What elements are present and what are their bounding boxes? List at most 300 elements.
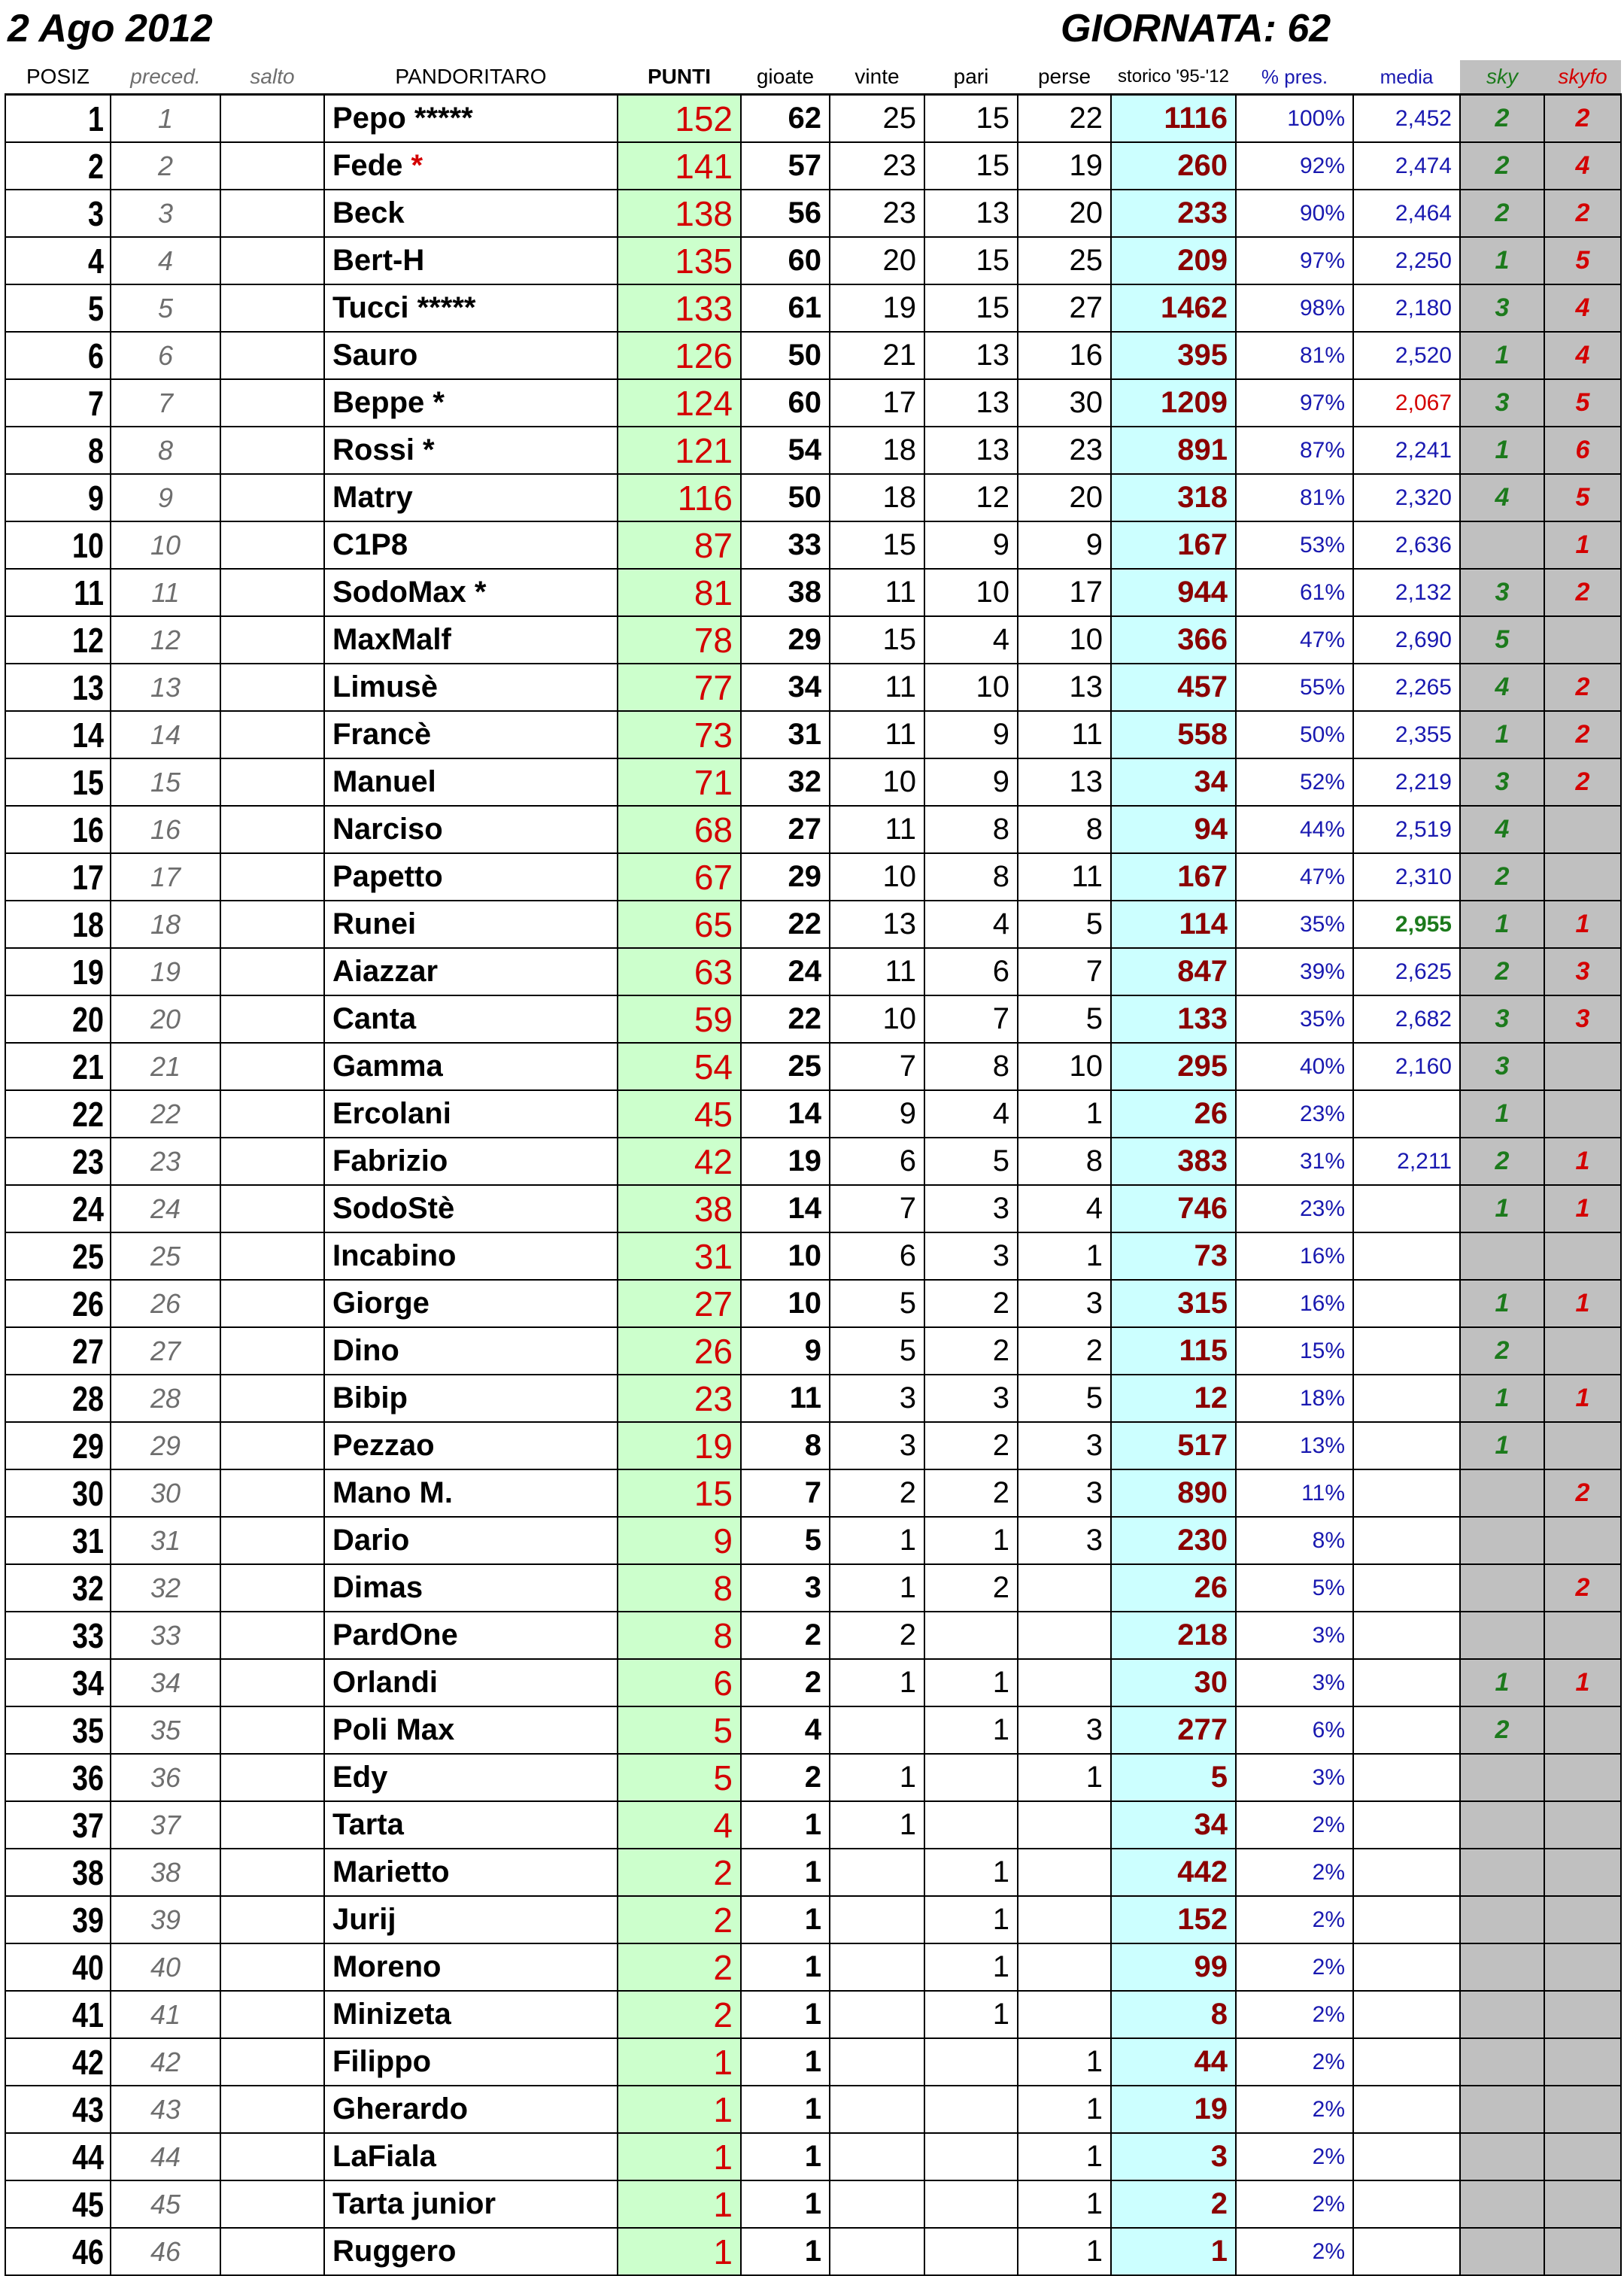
points-cell: 54 xyxy=(618,1043,741,1090)
previous-position-cell: 19 xyxy=(111,948,220,995)
skyfo-cell xyxy=(1544,1422,1621,1469)
average-cell: 2,241 xyxy=(1353,427,1460,474)
jump-cell xyxy=(220,1991,324,2038)
previous-position-cell: 16 xyxy=(111,806,220,853)
history-cell: 295 xyxy=(1111,1043,1236,1090)
average-cell: 2,180 xyxy=(1353,284,1460,332)
history-cell: 34 xyxy=(1111,758,1236,806)
table-row xyxy=(5,2086,1621,2133)
points-cell: 9 xyxy=(618,1517,741,1564)
column-header-position: POSIZ xyxy=(5,60,111,95)
table-row xyxy=(5,758,1621,806)
jump-cell xyxy=(220,853,324,901)
player-name: Runei xyxy=(332,907,417,940)
history-cell: 218 xyxy=(1111,1612,1236,1659)
position-cell: 32 xyxy=(24,1564,111,1612)
table-row xyxy=(5,664,1621,711)
won-cell: 18 xyxy=(830,474,924,521)
drawn-cell xyxy=(924,1612,1018,1659)
presence-cell: 81% xyxy=(1236,332,1353,379)
jump-cell xyxy=(220,1090,324,1138)
table-row xyxy=(5,1517,1621,1564)
skyfo-cell xyxy=(1544,2228,1621,2275)
sky-cell: 1 xyxy=(1460,427,1544,474)
player-name: Francè xyxy=(332,718,432,751)
lost-cell: 1 xyxy=(1018,1754,1111,1801)
skyfo-cell xyxy=(1544,1754,1621,1801)
previous-position-cell: 9 xyxy=(111,474,220,521)
lost-cell: 1 xyxy=(1018,2228,1111,2275)
presence-cell: 44% xyxy=(1236,806,1353,853)
table-row xyxy=(5,806,1621,853)
history-cell: 366 xyxy=(1111,616,1236,664)
table-row xyxy=(5,1564,1621,1612)
player-name-cell xyxy=(324,332,618,379)
position-cell: 15 xyxy=(24,758,111,806)
history-cell: 891 xyxy=(1111,427,1236,474)
history-cell: 260 xyxy=(1111,142,1236,190)
played-cell: 54 xyxy=(741,427,830,474)
previous-position-cell: 26 xyxy=(111,1280,220,1327)
points-cell: 15 xyxy=(618,1469,741,1517)
average-cell xyxy=(1353,1232,1460,1280)
presence-cell: 52% xyxy=(1236,758,1353,806)
played-cell: 14 xyxy=(741,1090,830,1138)
lost-cell: 13 xyxy=(1018,758,1111,806)
lost-cell: 22 xyxy=(1018,95,1111,143)
average-cell: 2,320 xyxy=(1353,474,1460,521)
position-cell: 14 xyxy=(24,711,111,758)
jump-cell xyxy=(220,427,324,474)
player-name-cell xyxy=(324,521,618,569)
player-name-cell xyxy=(324,2133,618,2180)
won-cell xyxy=(830,1943,924,1991)
previous-position-cell: 14 xyxy=(111,711,220,758)
played-cell: 22 xyxy=(741,995,830,1043)
history-cell: 44 xyxy=(1111,2038,1236,2086)
average-cell xyxy=(1353,1469,1460,1517)
presence-cell: 11% xyxy=(1236,1469,1353,1517)
player-name: MaxMalf xyxy=(332,623,451,656)
presence-cell: 18% xyxy=(1236,1375,1353,1422)
presence-cell: 2% xyxy=(1236,1991,1353,2038)
skyfo-cell: 2 xyxy=(1544,711,1621,758)
played-cell: 14 xyxy=(741,1185,830,1232)
jump-cell xyxy=(220,758,324,806)
skyfo-cell: 4 xyxy=(1544,332,1621,379)
player-name: Papetto xyxy=(332,860,443,893)
drawn-cell xyxy=(924,2086,1018,2133)
previous-position-cell: 42 xyxy=(111,2038,220,2086)
jump-cell xyxy=(220,1138,324,1185)
column-header-average: media xyxy=(1353,60,1460,95)
history-cell: 890 xyxy=(1111,1469,1236,1517)
position-cell: 34 xyxy=(24,1659,111,1706)
table-row xyxy=(5,2133,1621,2180)
player-name-cell xyxy=(324,1375,618,1422)
lost-cell: 1 xyxy=(1018,2086,1111,2133)
sky-cell: 3 xyxy=(1460,758,1544,806)
jump-cell xyxy=(220,664,324,711)
history-cell: 26 xyxy=(1111,1564,1236,1612)
player-name: Poli Max xyxy=(332,1713,455,1746)
lost-cell: 10 xyxy=(1018,616,1111,664)
position-cell: 29 xyxy=(24,1422,111,1469)
player-name: Tarta junior xyxy=(332,2187,496,2220)
drawn-cell: 2 xyxy=(924,1422,1018,1469)
previous-position-cell: 31 xyxy=(111,1517,220,1564)
skyfo-cell xyxy=(1544,1517,1621,1564)
position-cell: 38 xyxy=(24,1849,111,1896)
position-cell: 19 xyxy=(24,948,111,995)
history-cell: 944 xyxy=(1111,569,1236,616)
previous-position-cell: 20 xyxy=(111,995,220,1043)
player-name-cell xyxy=(324,995,618,1043)
position-cell: 40 xyxy=(24,1943,111,1991)
table-row xyxy=(5,379,1621,427)
position-cell: 1 xyxy=(24,95,111,143)
table-row xyxy=(5,1801,1621,1849)
won-cell: 11 xyxy=(830,806,924,853)
drawn-cell: 13 xyxy=(924,332,1018,379)
jump-cell xyxy=(220,1706,324,1754)
player-name-cell xyxy=(324,1185,618,1232)
skyfo-cell xyxy=(1544,1896,1621,1943)
table-row xyxy=(5,190,1621,237)
presence-cell: 6% xyxy=(1236,1706,1353,1754)
drawn-cell: 4 xyxy=(924,616,1018,664)
sky-cell: 1 xyxy=(1460,1659,1544,1706)
average-cell xyxy=(1353,1090,1460,1138)
played-cell: 38 xyxy=(741,569,830,616)
presence-cell: 39% xyxy=(1236,948,1353,995)
history-cell: 1209 xyxy=(1111,379,1236,427)
skyfo-cell xyxy=(1544,853,1621,901)
presence-cell: 97% xyxy=(1236,379,1353,427)
player-name: Incabino xyxy=(332,1239,457,1272)
lost-cell: 3 xyxy=(1018,1280,1111,1327)
presence-cell: 35% xyxy=(1236,995,1353,1043)
lost-cell: 16 xyxy=(1018,332,1111,379)
played-cell: 5 xyxy=(741,1517,830,1564)
sky-cell: 3 xyxy=(1460,284,1544,332)
player-name: Bert-H xyxy=(332,244,425,277)
lost-cell xyxy=(1018,1801,1111,1849)
player-name: Tarta xyxy=(332,1808,404,1841)
skyfo-cell xyxy=(1544,1991,1621,2038)
player-name-cell xyxy=(324,1327,618,1375)
points-cell: 138 xyxy=(618,190,741,237)
jump-cell xyxy=(220,569,324,616)
sky-cell: 4 xyxy=(1460,474,1544,521)
won-cell xyxy=(830,1896,924,1943)
player-name: Beck xyxy=(332,196,405,229)
average-cell xyxy=(1353,1943,1460,1991)
position-cell: 39 xyxy=(24,1896,111,1943)
drawn-cell: 3 xyxy=(924,1185,1018,1232)
player-name-cell xyxy=(324,806,618,853)
player-name: PardOne xyxy=(332,1618,458,1652)
previous-position-cell: 21 xyxy=(111,1043,220,1090)
jump-cell xyxy=(220,616,324,664)
lost-cell: 1 xyxy=(1018,2038,1111,2086)
points-cell: 81 xyxy=(618,569,741,616)
jump-cell xyxy=(220,2180,324,2228)
round-number: GIORNATA: 62 xyxy=(1061,7,1331,50)
lost-cell: 10 xyxy=(1018,1043,1111,1090)
presence-cell: 61% xyxy=(1236,569,1353,616)
skyfo-cell: 1 xyxy=(1544,521,1621,569)
player-name-cell xyxy=(324,1280,618,1327)
average-cell: 2,355 xyxy=(1353,711,1460,758)
played-cell: 57 xyxy=(741,142,830,190)
presence-cell: 8% xyxy=(1236,1517,1353,1564)
presence-cell: 3% xyxy=(1236,1754,1353,1801)
position-cell: 8 xyxy=(24,427,111,474)
won-cell: 18 xyxy=(830,427,924,474)
average-cell: 2,474 xyxy=(1353,142,1460,190)
drawn-cell xyxy=(924,2038,1018,2086)
lost-cell: 23 xyxy=(1018,427,1111,474)
lost-cell: 2 xyxy=(1018,1327,1111,1375)
player-name-cell xyxy=(324,853,618,901)
drawn-cell: 8 xyxy=(924,806,1018,853)
presence-cell: 3% xyxy=(1236,1612,1353,1659)
position-cell: 17 xyxy=(24,853,111,901)
skyfo-cell: 2 xyxy=(1544,664,1621,711)
position-cell: 28 xyxy=(24,1375,111,1422)
table-row xyxy=(5,901,1621,948)
previous-position-cell: 3 xyxy=(111,190,220,237)
points-cell: 26 xyxy=(618,1327,741,1375)
skyfo-cell: 2 xyxy=(1544,190,1621,237)
drawn-cell: 1 xyxy=(924,1896,1018,1943)
player-name-cell xyxy=(324,711,618,758)
position-cell: 11 xyxy=(24,569,111,616)
points-cell: 8 xyxy=(618,1612,741,1659)
average-cell: 2,250 xyxy=(1353,237,1460,284)
history-cell: 8 xyxy=(1111,1991,1236,2038)
jump-cell xyxy=(220,190,324,237)
won-cell: 11 xyxy=(830,711,924,758)
lost-cell: 5 xyxy=(1018,995,1111,1043)
points-cell: 135 xyxy=(618,237,741,284)
column-header-points: PUNTI xyxy=(618,60,741,95)
jump-cell xyxy=(220,948,324,995)
jump-cell xyxy=(220,142,324,190)
player-name: SodoStè xyxy=(332,1192,455,1225)
drawn-cell xyxy=(924,2133,1018,2180)
table-row xyxy=(5,1232,1621,1280)
history-cell: 12 xyxy=(1111,1375,1236,1422)
jump-cell xyxy=(220,901,324,948)
player-name: Dino xyxy=(332,1334,399,1367)
previous-position-cell: 37 xyxy=(111,1801,220,1849)
won-cell: 10 xyxy=(830,853,924,901)
sky-cell: 2 xyxy=(1460,95,1544,143)
previous-position-cell: 11 xyxy=(111,569,220,616)
sky-cell xyxy=(1460,1943,1544,1991)
previous-position-cell: 34 xyxy=(111,1659,220,1706)
skyfo-cell: 3 xyxy=(1544,995,1621,1043)
position-cell: 13 xyxy=(24,664,111,711)
presence-cell: 31% xyxy=(1236,1138,1353,1185)
jump-cell xyxy=(220,2228,324,2275)
skyfo-cell: 5 xyxy=(1544,379,1621,427)
points-cell: 5 xyxy=(618,1706,741,1754)
jump-cell xyxy=(220,1659,324,1706)
won-cell: 11 xyxy=(830,948,924,995)
history-cell: 1462 xyxy=(1111,284,1236,332)
points-cell: 2 xyxy=(618,1943,741,1991)
position-cell: 20 xyxy=(24,995,111,1043)
player-name-cell xyxy=(324,284,618,332)
drawn-cell: 7 xyxy=(924,995,1018,1043)
average-cell: 2,310 xyxy=(1353,853,1460,901)
position-cell: 45 xyxy=(24,2180,111,2228)
jump-cell xyxy=(220,1185,324,1232)
won-cell: 3 xyxy=(830,1375,924,1422)
lost-cell: 19 xyxy=(1018,142,1111,190)
jump-cell xyxy=(220,1375,324,1422)
lost-cell xyxy=(1018,1943,1111,1991)
played-cell: 10 xyxy=(741,1280,830,1327)
drawn-cell: 15 xyxy=(924,237,1018,284)
previous-position-cell: 45 xyxy=(111,2180,220,2228)
drawn-cell: 10 xyxy=(924,569,1018,616)
player-name: Limusè xyxy=(332,670,439,703)
sky-cell xyxy=(1460,2086,1544,2133)
previous-position-cell: 35 xyxy=(111,1706,220,1754)
player-name-cell xyxy=(324,1754,618,1801)
drawn-cell: 1 xyxy=(924,1849,1018,1896)
previous-position-cell: 5 xyxy=(111,284,220,332)
history-cell: 3 xyxy=(1111,2133,1236,2180)
played-cell: 2 xyxy=(741,1754,830,1801)
points-cell: 42 xyxy=(618,1138,741,1185)
lost-cell: 30 xyxy=(1018,379,1111,427)
won-cell: 20 xyxy=(830,237,924,284)
player-name-cell xyxy=(324,1090,618,1138)
points-cell: 116 xyxy=(618,474,741,521)
table-row xyxy=(5,853,1621,901)
sky-cell: 2 xyxy=(1460,1327,1544,1375)
points-cell: 152 xyxy=(618,95,741,143)
drawn-cell: 15 xyxy=(924,284,1018,332)
player-name-cell xyxy=(324,1896,618,1943)
played-cell: 22 xyxy=(741,901,830,948)
previous-position-cell: 28 xyxy=(111,1375,220,1422)
jump-cell xyxy=(220,1801,324,1849)
drawn-cell: 13 xyxy=(924,190,1018,237)
previous-position-cell: 12 xyxy=(111,616,220,664)
player-name-cell xyxy=(324,237,618,284)
drawn-cell: 1 xyxy=(924,1991,1018,2038)
won-cell: 23 xyxy=(830,142,924,190)
sky-cell xyxy=(1460,1991,1544,2038)
previous-position-cell: 30 xyxy=(111,1469,220,1517)
table-row xyxy=(5,995,1621,1043)
average-cell xyxy=(1353,1185,1460,1232)
lost-cell: 13 xyxy=(1018,664,1111,711)
history-cell: 114 xyxy=(1111,901,1236,948)
table-row xyxy=(5,237,1621,284)
average-cell xyxy=(1353,1849,1460,1896)
sky-cell: 2 xyxy=(1460,948,1544,995)
history-cell: 558 xyxy=(1111,711,1236,758)
column-header-presence: % pres. xyxy=(1236,60,1353,95)
played-cell: 34 xyxy=(741,664,830,711)
won-cell: 25 xyxy=(830,95,924,143)
presence-cell: 3% xyxy=(1236,1659,1353,1706)
position-cell: 26 xyxy=(24,1280,111,1327)
sky-cell xyxy=(1460,1754,1544,1801)
position-cell: 36 xyxy=(24,1754,111,1801)
table-row xyxy=(5,711,1621,758)
lost-cell xyxy=(1018,1991,1111,2038)
sky-cell: 1 xyxy=(1460,332,1544,379)
sky-cell xyxy=(1460,2228,1544,2275)
drawn-cell: 10 xyxy=(924,664,1018,711)
column-header-drawn: pari xyxy=(924,60,1018,95)
played-cell: 19 xyxy=(741,1138,830,1185)
average-cell xyxy=(1353,1801,1460,1849)
player-name-cell xyxy=(324,948,618,995)
drawn-cell: 9 xyxy=(924,711,1018,758)
history-cell: 209 xyxy=(1111,237,1236,284)
played-cell: 4 xyxy=(741,1706,830,1754)
player-name: Sauro xyxy=(332,339,418,372)
jump-cell xyxy=(220,711,324,758)
history-cell: 34 xyxy=(1111,1801,1236,1849)
jump-cell xyxy=(220,379,324,427)
points-cell: 77 xyxy=(618,664,741,711)
played-cell: 7 xyxy=(741,1469,830,1517)
points-cell: 23 xyxy=(618,1375,741,1422)
presence-cell: 97% xyxy=(1236,237,1353,284)
jump-cell xyxy=(220,1612,324,1659)
sky-cell xyxy=(1460,2133,1544,2180)
played-cell: 2 xyxy=(741,1659,830,1706)
points-cell: 2 xyxy=(618,1849,741,1896)
drawn-cell: 13 xyxy=(924,427,1018,474)
previous-position-cell: 1 xyxy=(111,95,220,143)
history-cell: 230 xyxy=(1111,1517,1236,1564)
table-row xyxy=(5,616,1621,664)
skyfo-cell: 4 xyxy=(1544,142,1621,190)
table-row xyxy=(5,1090,1621,1138)
previous-position-cell: 13 xyxy=(111,664,220,711)
lost-cell: 1 xyxy=(1018,1232,1111,1280)
player-star-mark: * xyxy=(411,149,423,182)
table-row xyxy=(5,1422,1621,1469)
played-cell: 2 xyxy=(741,1612,830,1659)
skyfo-cell xyxy=(1544,2086,1621,2133)
player-name: Rossi * xyxy=(332,433,435,466)
table-row xyxy=(5,1849,1621,1896)
lost-cell: 3 xyxy=(1018,1469,1111,1517)
points-cell: 73 xyxy=(618,711,741,758)
player-name: Orlandi xyxy=(332,1666,439,1699)
previous-position-cell: 17 xyxy=(111,853,220,901)
player-name-cell xyxy=(324,1849,618,1896)
previous-position-cell: 22 xyxy=(111,1090,220,1138)
points-cell: 124 xyxy=(618,379,741,427)
table-row xyxy=(5,1991,1621,2038)
sky-cell: 1 xyxy=(1460,237,1544,284)
average-cell xyxy=(1353,1375,1460,1422)
table-row xyxy=(5,1280,1621,1327)
